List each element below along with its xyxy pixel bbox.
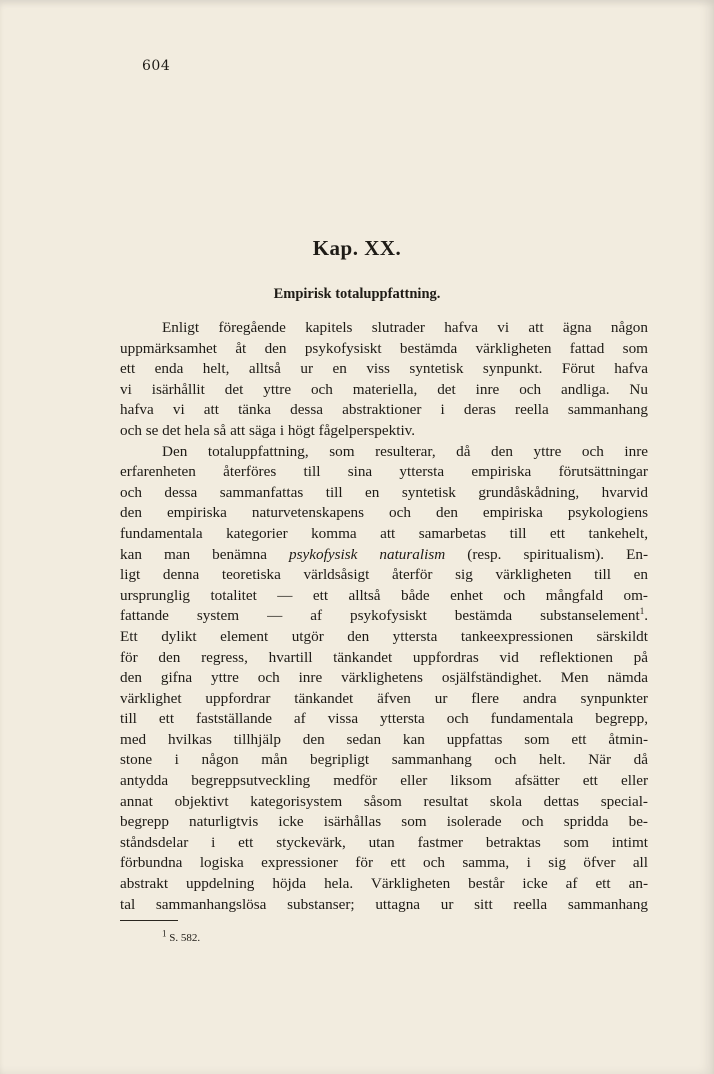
chapter-subtitle: Empirisk totaluppfattning.	[273, 286, 441, 302]
text-line: ståndsdelar i ett styckevärk, utan fastmer betraktas som intimt	[120, 833, 648, 851]
footnote-text: S. 582.	[169, 932, 201, 944]
text-line: den gifna yttre och inre värklighetens osjälfständighet. Men nämda	[120, 669, 648, 687]
footnote	[162, 928, 201, 944]
text-line-mixed	[120, 545, 648, 566]
footnote-divider	[120, 920, 178, 921]
text-line: Ett dylikt element utgör den yttersta tankeexpressionen särskildt	[120, 627, 648, 645]
text-line-mixed	[120, 606, 648, 627]
text-segment: kan man benämna	[120, 545, 267, 563]
text-line: tal sammanhangslösa substanser; uttagna ur sitt reella sammanhang	[120, 895, 648, 913]
page-number: 604	[142, 58, 171, 74]
text-line: med hvilkas tillhjälp den sedan kan uppfattas som ett åtmin-	[120, 730, 648, 748]
text-line: ursprunglig totalitet — ett alltså både enhet och mångfald om-	[120, 586, 648, 604]
chapter-heading: Kap. XX.	[312, 236, 402, 260]
text-line: hafva vi att tänka dessa abstraktioner i deras reella sammanhang	[120, 401, 648, 419]
body-text	[120, 318, 648, 915]
text-line: och dessa sammanfattas till en syntetisk grundåskådning, hvarvid	[120, 483, 648, 501]
text-segment: .	[644, 607, 648, 625]
footnote-mark: 1	[162, 928, 167, 939]
footnote-reference: 1	[639, 606, 645, 617]
text-segment: (resp. spiritualism). En-	[467, 545, 648, 563]
text-line: Den totaluppfattning, som resulterar, då den yttre och inre	[162, 442, 648, 460]
text-line: ligt denna teoretiska världsåsigt återför sig värkligheten till en	[120, 566, 648, 584]
text-line: ett enda helt, alltså ur en viss syntetisk synpunkt. Förut hafva	[120, 360, 648, 378]
text-line: Enligt föregående kapitels slutrader hafva vi att ägna någon	[162, 319, 648, 336]
text-line: och se det hela så att säga i högt fågelperspektiv.	[120, 421, 416, 439]
text-line: antydda begreppsutveckling medför eller liksom afsätter ett eller	[120, 772, 648, 790]
text-line: den empiriska naturvetenskapens och den empiriska psykologiens	[120, 504, 648, 522]
text-line: erfarenheten återföres till sina yttersta empiriska förutsättningar	[120, 463, 648, 481]
text-line: abstrakt uppdelning höjda hela. Värkligheten består icke af ett an-	[120, 875, 648, 893]
text-line: för den regress, hvartill tänkandet uppfordras vid reflektionen på	[120, 648, 648, 666]
italic-term: psykofysisk naturalism	[289, 545, 446, 563]
text-line: annat objektivt kategorisystem såsom resultat skola dettas special-	[120, 792, 648, 810]
text-line: stone i någon mån begripligt sammanhang och helt. När då	[120, 751, 648, 769]
text-line: vi isärhållit det yttre och materiella, det inre och andliga. Nu	[120, 380, 648, 398]
text-line: begrepp naturligtvis icke isärhållas som isolerade och spridda be-	[120, 813, 648, 831]
text-line: förbundna logiska expressioner för ett och samma, i sig öfver all	[120, 854, 648, 872]
text-line: värklighet uppfordrar tänkandet äfven ur flere andra synpunkter	[120, 689, 648, 707]
text-segment: fattande system — af psykofysiskt bestämda substanselement	[120, 607, 640, 625]
text-line: till ett fastställande af vissa yttersta och fundamentala begrepp,	[120, 710, 648, 728]
text-line: uppmärksamhet åt den psykofysiskt bestämda värkligheten fattad som	[120, 339, 648, 357]
text-line: fundamentala kategorier komma att samarbetas till ett tankehelt,	[120, 524, 648, 542]
